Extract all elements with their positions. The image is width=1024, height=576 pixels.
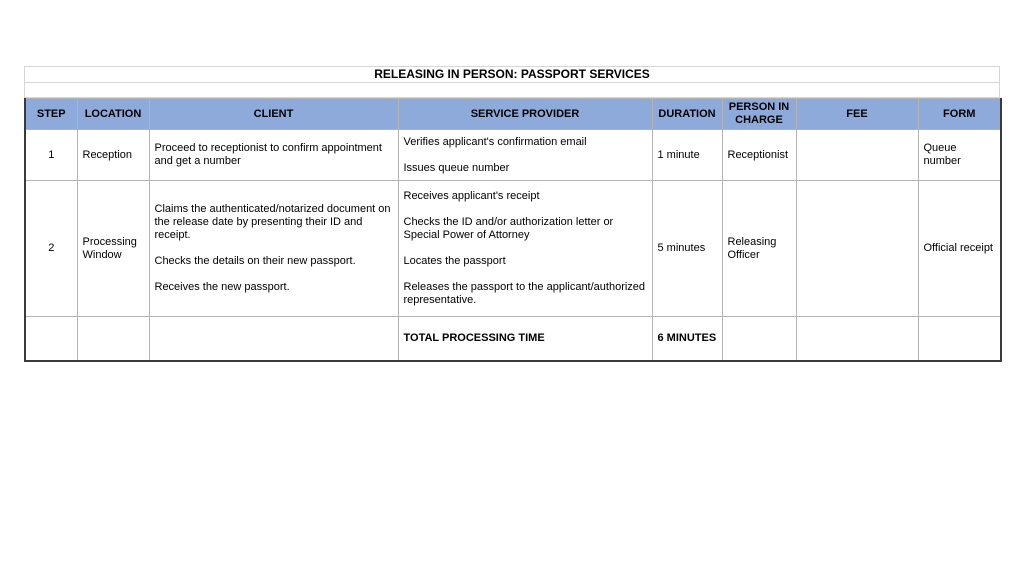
cell-step: [25, 317, 77, 361]
paragraph: Checks the ID and/or authorization letter or Special Power of Attorney: [403, 216, 614, 241]
header-row: [25, 99, 1001, 130]
cell-fee: [796, 130, 918, 181]
cell-total-duration: 6 MINUTES: [652, 317, 722, 361]
table-header: [25, 99, 1001, 130]
cell-service-provider: [398, 181, 652, 317]
cell-location: Reception: [77, 130, 149, 181]
cell-fee: [796, 317, 918, 361]
paragraph: Checks the details on their new passport.: [154, 255, 356, 267]
cell-duration: 1 minute: [652, 130, 722, 181]
header-service-provider: SERVICE PROVIDER: [398, 99, 652, 130]
paragraph: Proceed to receptionist to confirm appointment and get a number: [154, 142, 382, 167]
cell-duration: 5 minutes: [652, 181, 722, 317]
paragraph: Receives applicant's receipt: [403, 190, 540, 202]
cell-person-in-charge: Receptionist: [722, 130, 796, 181]
table-row-step-1: [25, 130, 1001, 181]
paragraph: Claims the authenticated/notarized document on the release date by presenting their ID and receipt.: [154, 203, 391, 241]
paragraph: Receives the new passport.: [154, 281, 290, 293]
paragraph: Locates the passport: [403, 255, 506, 267]
cell-total-label: TOTAL PROCESSING TIME: [398, 317, 652, 361]
cell-service-provider: [398, 130, 652, 181]
cell-person-in-charge: Releasing Officer: [722, 181, 796, 317]
cell-person-in-charge: [722, 317, 796, 361]
table-row-step-2: [25, 181, 1001, 317]
cell-step: 2: [25, 181, 77, 317]
passport-services-sheet: [24, 66, 1000, 362]
cell-client: [149, 181, 398, 317]
cell-fee: [796, 181, 918, 317]
cell-location: Processing Window: [77, 181, 149, 317]
paragraph: Issues queue number: [403, 161, 510, 174]
cell-form: Official receipt: [918, 181, 1001, 317]
table-body: [25, 130, 1001, 361]
header-duration: DURATION: [652, 99, 722, 130]
header-step: STEP: [25, 99, 77, 130]
header-person-in-charge: PERSON IN CHARGE: [722, 99, 796, 130]
passport-services-table: [24, 98, 1002, 362]
cell-form: Queue number: [918, 130, 1001, 181]
cell-client: [149, 317, 398, 361]
cell-client: [149, 130, 398, 181]
cell-step: 1: [25, 130, 77, 181]
header-fee: FEE: [796, 99, 918, 130]
paragraph: Verifies applicant's confirmation email: [403, 135, 587, 148]
document-title: RELEASING IN PERSON: PASSPORT SERVICES: [24, 66, 1000, 83]
cell-location: [77, 317, 149, 361]
paragraph: Releases the passport to the applicant/authorized representative.: [403, 281, 646, 306]
cell-form: [918, 317, 1001, 361]
header-form: FORM: [918, 99, 1001, 130]
header-client: CLIENT: [149, 99, 398, 130]
header-location: LOCATION: [77, 99, 149, 130]
table-row-total: [25, 317, 1001, 361]
spacer-row: [24, 83, 1000, 98]
